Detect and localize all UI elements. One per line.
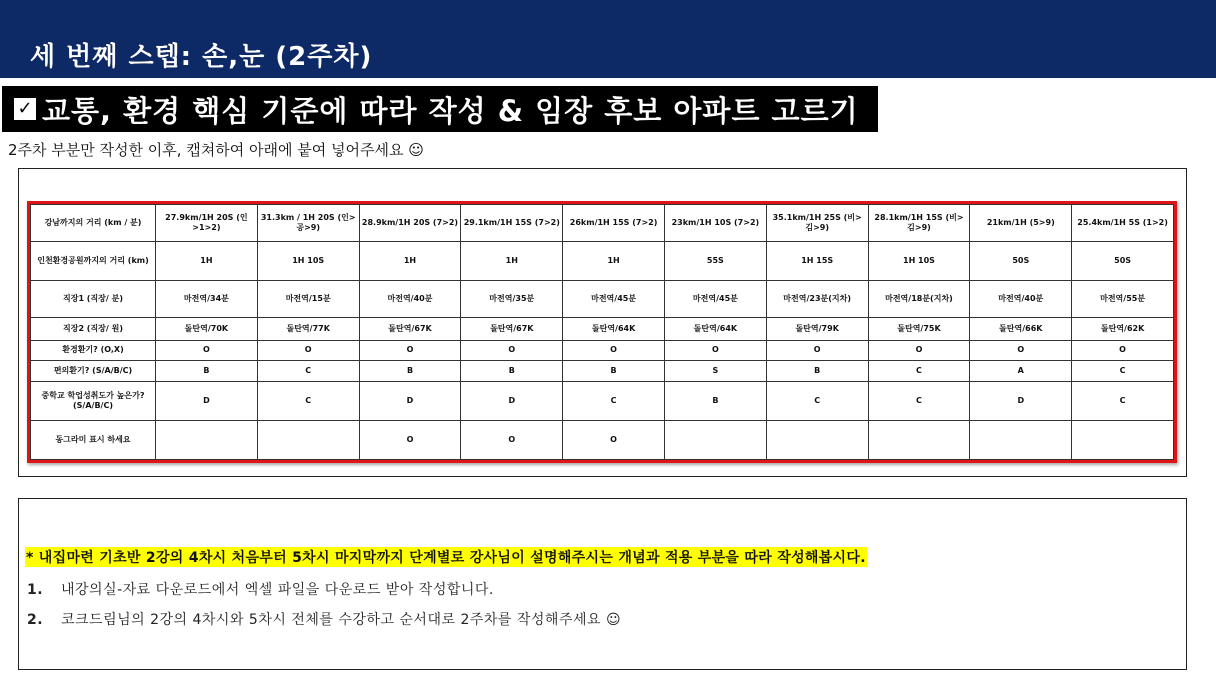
- table-cell: C: [868, 381, 970, 420]
- table-cell: B: [563, 361, 665, 382]
- table-cell: 돌탄역/62K: [1072, 318, 1174, 341]
- table-cell: C: [257, 381, 359, 420]
- table-cell: 돌탄역/66K: [970, 318, 1072, 341]
- table-cell: 마전역/15분: [257, 281, 359, 318]
- table-cell: 29.1km/1H 15S (7>2): [461, 205, 563, 242]
- table-cell: [766, 420, 868, 459]
- table-cell: O: [868, 340, 970, 361]
- table-row: [31, 361, 1174, 382]
- note-item: [27, 579, 494, 599]
- table-cell: 돌탄역/75K: [868, 318, 970, 341]
- table-cell: 28.9km/1H 20S (7>2): [359, 205, 461, 242]
- table-cell: D: [970, 381, 1072, 420]
- table-cell: O: [563, 340, 665, 361]
- table-cell: 마전역/45분: [563, 281, 665, 318]
- row-label: 강남까지의 거리 (km / 분): [31, 205, 156, 242]
- table-cell: B: [359, 361, 461, 382]
- table-cell: D: [461, 381, 563, 420]
- table-cell: B: [461, 361, 563, 382]
- table-cell: 마전역/35분: [461, 281, 563, 318]
- table-cell: 23km/1H 10S (7>2): [664, 205, 766, 242]
- page-title: 세 번째 스텝: 손,눈 (2주차): [30, 42, 373, 72]
- section-title: 교통, 환경 핵심 기준에 따라 작성 & 임장 후보 아파트 고르기: [42, 93, 859, 128]
- table-cell: 돌탄역/77K: [257, 318, 359, 341]
- table-cell: O: [156, 340, 258, 361]
- table-cell: 50S: [970, 242, 1072, 281]
- table-cell: [257, 420, 359, 459]
- table-cell: 1H 15S: [766, 242, 868, 281]
- table-cell: O: [766, 340, 868, 361]
- table-cell: B: [766, 361, 868, 382]
- table-cell: 31.3km / 1H 20S (인>공>9): [257, 205, 359, 242]
- table-cell: 35.1km/1H 25S (비>김>9): [766, 205, 868, 242]
- table-cell: O: [970, 340, 1072, 361]
- table-row: [31, 318, 1174, 341]
- table-cell: O: [664, 340, 766, 361]
- header-divider: [0, 78, 1216, 82]
- row-label: 직장1 (직장/ 분): [31, 281, 156, 318]
- table-cell: 돌탄역/79K: [766, 318, 868, 341]
- table-cell: O: [461, 420, 563, 459]
- checkbox-icon: ✓: [14, 98, 36, 120]
- table-cell: 1H: [461, 242, 563, 281]
- table-cell: 돌탄역/67K: [461, 318, 563, 341]
- table-cell: 마전역/40분: [359, 281, 461, 318]
- table-cell: 1H 10S: [257, 242, 359, 281]
- table-cell: 25.4km/1H 5S (1>2): [1072, 205, 1174, 242]
- table-cell: B: [156, 361, 258, 382]
- table-cell: [970, 420, 1072, 459]
- table-cell: 돌탄역/67K: [359, 318, 461, 341]
- highlighted-note: * 내집마련 기초반 2강의 4차시 처음부터 5차시 마지막까지 단계별로 강사님이 설명해주시는 개념과 적용 부분을 따라 작성해봅시다.: [25, 547, 867, 567]
- section-title-bar: [2, 86, 878, 132]
- table-cell: C: [1072, 361, 1174, 382]
- table-cell: 돌탄역/64K: [563, 318, 665, 341]
- table-cell: 마전역/40분: [970, 281, 1072, 318]
- table-cell: 28.1km/1H 15S (비>김>9): [868, 205, 970, 242]
- note-number: 1.: [27, 582, 44, 598]
- table-cell: C: [257, 361, 359, 382]
- instruction-text: 2주차 부분만 작성한 이후, 캡쳐하여 아래에 붙여 넣어주세요 ☺: [8, 141, 424, 159]
- table-cell: C: [868, 361, 970, 382]
- table-cell: A: [970, 361, 1072, 382]
- note-text: 내강의실-자료 다운로드에서 엑셀 파일을 다운로드 받아 작성합니다.: [61, 582, 494, 598]
- table-cell: O: [563, 420, 665, 459]
- table-cell: C: [766, 381, 868, 420]
- row-label: 동그라미 표시 하세요: [31, 420, 156, 459]
- row-label: 환경환기? (O,X): [31, 340, 156, 361]
- table-cell: 55S: [664, 242, 766, 281]
- notes-panel: [18, 498, 1187, 670]
- table-cell: 돌탄역/64K: [664, 318, 766, 341]
- note-number: 2.: [27, 612, 44, 628]
- table-cell: B: [664, 381, 766, 420]
- table-cell: O: [257, 340, 359, 361]
- table-cell: [868, 420, 970, 459]
- note-text: 코크드림님의 2강의 4차시와 5차시 전체를 수강하고 순서대로 2주차를 작성해주세요 ☺: [61, 612, 622, 628]
- row-label: 편의환기? (S/A/B/C): [31, 361, 156, 382]
- table-cell: S: [664, 361, 766, 382]
- table-cell: 1H: [359, 242, 461, 281]
- row-label: 중학교 학업성취도가 높은가? (S/A/B/C): [31, 381, 156, 420]
- table-cell: D: [156, 381, 258, 420]
- table-cell: 27.9km/1H 20S (인>1>2): [156, 205, 258, 242]
- table-row: [31, 381, 1174, 420]
- table-cell: D: [359, 381, 461, 420]
- table-cell: 50S: [1072, 242, 1174, 281]
- table-cell: O: [359, 420, 461, 459]
- table-cell: 21km/1H (5>9): [970, 205, 1072, 242]
- table-row: [31, 340, 1174, 361]
- table-panel: [18, 168, 1187, 477]
- table-row: [31, 281, 1174, 318]
- row-label: 인천환경공원까지의 거리 (km): [31, 242, 156, 281]
- row-label: 직장2 (직장/ 원): [31, 318, 156, 341]
- table-row: [31, 205, 1174, 242]
- table-cell: [156, 420, 258, 459]
- table-cell: C: [1072, 381, 1174, 420]
- table-cell: 마전역/55분: [1072, 281, 1174, 318]
- table-row: [31, 420, 1174, 459]
- table-cell: [1072, 420, 1174, 459]
- table-cell: 마전역/45분: [664, 281, 766, 318]
- table-cell: C: [563, 381, 665, 420]
- table-cell: 1H: [563, 242, 665, 281]
- table-cell: 마전역/34분: [156, 281, 258, 318]
- table-cell: [664, 420, 766, 459]
- criteria-table-frame: [27, 201, 1177, 463]
- table-cell: O: [461, 340, 563, 361]
- criteria-table: [30, 204, 1174, 460]
- table-cell: O: [1072, 340, 1174, 361]
- table-cell: O: [359, 340, 461, 361]
- table-cell: 마전역/23분(지차): [766, 281, 868, 318]
- table-row: [31, 242, 1174, 281]
- table-cell: 돌탄역/70K: [156, 318, 258, 341]
- table-cell: 1H: [156, 242, 258, 281]
- table-cell: 마전역/18분(지차): [868, 281, 970, 318]
- note-item: [27, 609, 621, 629]
- table-cell: 26km/1H 15S (7>2): [563, 205, 665, 242]
- table-cell: 1H 10S: [868, 242, 970, 281]
